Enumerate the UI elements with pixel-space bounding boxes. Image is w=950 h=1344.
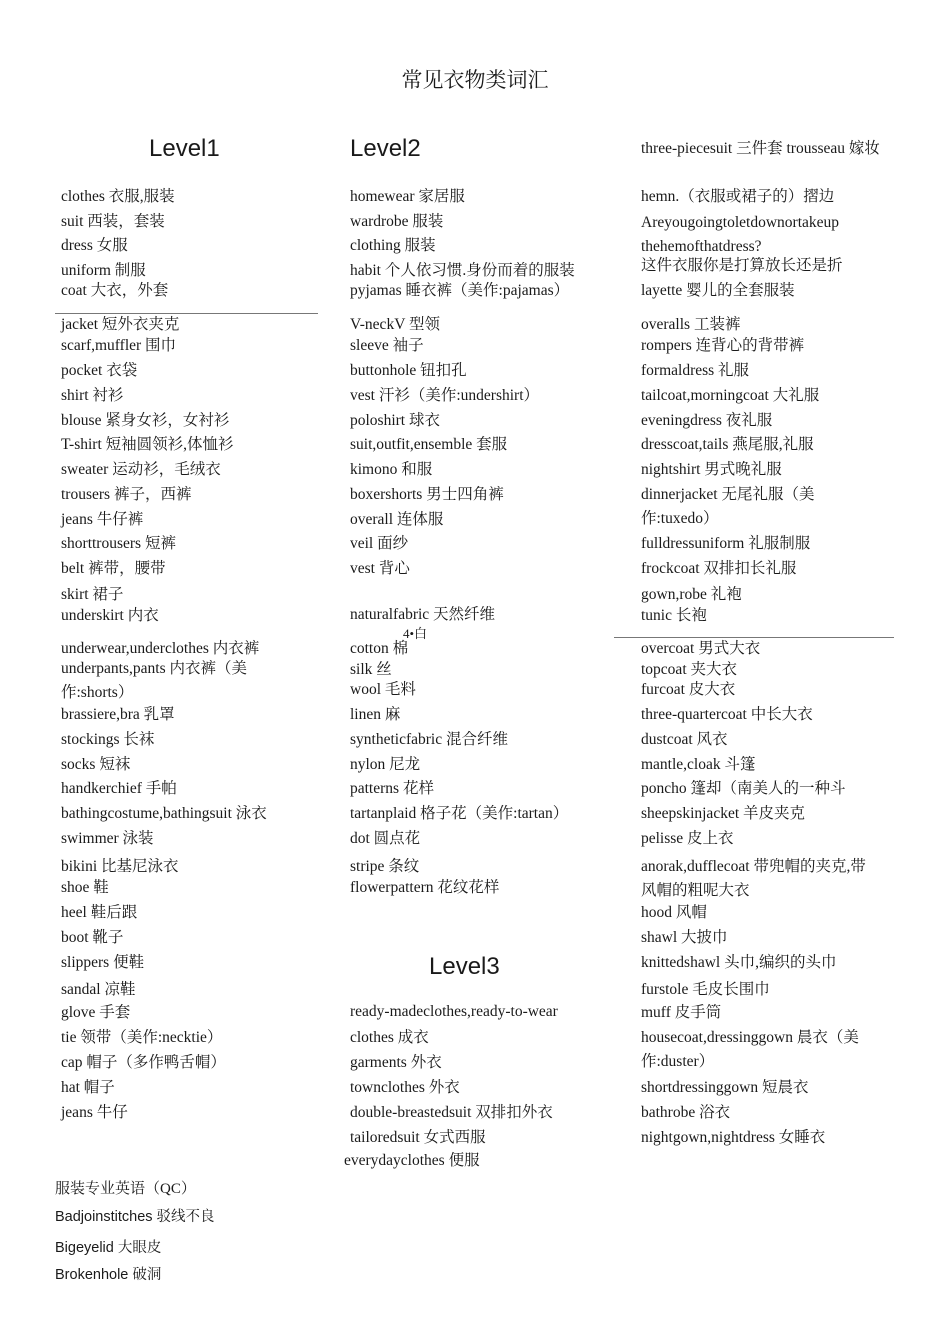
vocabulary-entry: clothes 成衣: [350, 1029, 429, 1046]
vocabulary-entry: frockcoat 双排扣长礼服: [641, 560, 797, 577]
vocabulary-entry: handkerchief 手帕: [61, 780, 177, 797]
vocabulary-entry: furstole 毛皮长围巾: [641, 981, 770, 998]
vocabulary-entry: 这件衣服你是打算放长还是折: [641, 257, 843, 274]
vocabulary-entry: underskirt 内衣: [61, 607, 159, 624]
vocabulary-entry: belt 裤带，腰带: [61, 560, 166, 577]
vocabulary-entry: vest 汗衫（美作:undershirt）: [350, 387, 539, 404]
vocabulary-entry: kimono 和服: [350, 461, 433, 478]
vocabulary-entry: overcoat 男式大衣: [641, 640, 761, 657]
vocabulary-entry: heel 鞋后跟: [61, 904, 138, 921]
vocabulary-entry: eveningdress 夜礼服: [641, 412, 773, 429]
vocabulary-entry: habit 个人依习惯.身份而着的服装: [350, 262, 575, 279]
vocabulary-entry: uniform 制服: [61, 262, 146, 279]
vocabulary-entry: jeans 牛仔裤: [61, 511, 144, 528]
vocabulary-entry: knittedshawl 头巾,编织的头巾: [641, 954, 837, 971]
vocabulary-entry: double-breastedsuit 双排扣外衣: [350, 1104, 553, 1121]
qc-term: Bigeyelid 大眼皮: [55, 1240, 162, 1256]
vocabulary-entry: boot 靴子: [61, 929, 124, 946]
level1-heading: Level1: [149, 135, 220, 162]
vocabulary-entry: overall 连体服: [350, 511, 444, 528]
vocabulary-entry: layette 婴儿的全套服装: [641, 282, 795, 299]
vocabulary-entry: three-piecesuit 三件套 trousseau 嫁妆: [641, 140, 880, 157]
vocabulary-entry: garments 外衣: [350, 1054, 442, 1071]
vocabulary-entry: overalls 工装裤: [641, 316, 741, 333]
vocabulary-entry: dot 圆点花: [350, 830, 421, 847]
vocabulary-entry: tailoredsuit 女式西服: [350, 1129, 486, 1146]
vocabulary-entry: nylon 尼龙: [350, 756, 421, 773]
vocabulary-entry: silk 丝: [350, 661, 392, 678]
vocabulary-entry: bikini 比基尼泳衣: [61, 858, 179, 875]
vocabulary-entry: patterns 花样: [350, 780, 434, 797]
vocabulary-entry: socks 短袜: [61, 756, 131, 773]
qc-term: Badjoinstitches 驳线不良: [55, 1209, 215, 1225]
vocabulary-entry: pyjamas 睡衣裤（美作:pajamas）: [350, 282, 570, 299]
vocabulary-entry: shoe 鞋: [61, 879, 109, 896]
vocabulary-entry: mantle,cloak 斗篷: [641, 756, 756, 773]
vocabulary-entry: wardrobe 服装: [350, 213, 444, 230]
vocabulary-entry: underpants,pants 内衣裤（美作:shorts）: [61, 660, 247, 701]
vocabulary-entry: cotton 棉: [350, 640, 409, 657]
vocabulary-entry: stockings 长袜: [61, 731, 155, 748]
vocabulary-entry: sandal 凉鞋: [61, 981, 136, 998]
vocabulary-entry: vest 背心: [350, 560, 410, 577]
vocabulary-entry: pocket 衣袋: [61, 362, 138, 379]
divider-line: [614, 637, 894, 638]
vocabulary-entry: shortdressinggown 短晨衣: [641, 1079, 809, 1096]
vocabulary-entry: sweater 运动衫，毛绒衣: [61, 461, 221, 478]
vocabulary-entry: housecoat,dressinggown 晨衣（美作:duster）: [641, 1029, 859, 1070]
vocabulary-entry: skirt 裙子: [61, 586, 124, 603]
vocabulary-entry: flowerpattern 花纹花样: [350, 879, 500, 896]
vocabulary-entry: scarf,muffler 围巾: [61, 337, 177, 354]
vocabulary-entry: trousers 裤子，西裤: [61, 486, 192, 503]
vocabulary-entry: clothes 衣服,服装: [61, 188, 175, 205]
vocabulary-entry: glove 手套: [61, 1004, 131, 1021]
vocabulary-entry: wool 毛料: [350, 681, 416, 698]
vocabulary-entry: brassiere,bra 乳罩: [61, 706, 175, 723]
vocabulary-entry: V-neckV 型领: [350, 316, 440, 333]
vocabulary-entry: nightgown,nightdress 女睡衣: [641, 1129, 826, 1146]
divider-line: [55, 313, 318, 314]
level2-heading: Level2: [350, 135, 421, 162]
vocabulary-entry: coat 大衣，外套: [61, 282, 169, 299]
vocabulary-entry: nightshirt 男式晚礼服: [641, 461, 782, 478]
vocabulary-entry: sheepskinjacket 羊皮夹克: [641, 805, 806, 822]
vocabulary-entry: sleeve 袖子: [350, 337, 424, 354]
vocabulary-entry: hood 风帽: [641, 904, 707, 921]
vocabulary-entry: linen 麻: [350, 706, 401, 723]
vocabulary-entry: dustcoat 风衣: [641, 731, 728, 748]
vocabulary-entry: dress 女服: [61, 237, 128, 254]
vocabulary-entry: swimmer 泳装: [61, 830, 154, 847]
vocabulary-entry: hemn.（衣服或裙子的）摺边: [641, 188, 835, 205]
vocabulary-entry: muff 皮手筒: [641, 1004, 722, 1021]
vocabulary-entry: tartanplaid 格子花（美作:tartan）: [350, 805, 569, 822]
vocabulary-entry: everydayclothes 便服: [344, 1152, 480, 1169]
vocabulary-entry: anorak,dufflecoat 带兜帽的夹克,带风帽的粗呢大衣: [641, 858, 866, 899]
level3-heading: Level3: [429, 953, 500, 980]
vocabulary-entry: tunic 长袍: [641, 607, 707, 624]
vocabulary-entry: tie 领带（美作:necktie）: [61, 1029, 223, 1046]
vocabulary-entry: boxershorts 男士四角裤: [350, 486, 504, 503]
vocabulary-entry: rompers 连背心的背带裤: [641, 337, 805, 354]
vocabulary-entry: ready-madeclothes,ready-to-wear: [350, 1003, 558, 1020]
vocabulary-entry: tailcoat,morningcoat 大礼服: [641, 387, 820, 404]
vocabulary-entry: blouse 紧身女衫，女衬衫: [61, 412, 230, 429]
vocabulary-entry: formaldress 礼服: [641, 362, 750, 379]
vocabulary-entry: cap 帽子（多作鸭舌帽）: [61, 1054, 226, 1071]
vocabulary-entry: stripe 条纹: [350, 858, 420, 875]
vocabulary-entry: townclothes 外衣: [350, 1079, 460, 1096]
vocabulary-entry: thehemofthatdress?: [641, 238, 762, 255]
vocabulary-entry: homewear 家居服: [350, 188, 465, 205]
vocabulary-entry: dinnerjacket 无尾礼服（美作:tuxedo）: [641, 486, 815, 527]
vocabulary-entry: hat 帽子: [61, 1079, 115, 1096]
vocabulary-entry: clothing 服装: [350, 237, 436, 254]
vocabulary-entry: 4•白: [403, 626, 428, 641]
vocabulary-entry: pelisse 皮上衣: [641, 830, 734, 847]
vocabulary-entry: poloshirt 球衣: [350, 412, 440, 429]
vocabulary-entry: shirt 衬衫: [61, 387, 124, 404]
vocabulary-entry: shorttrousers 短裤: [61, 535, 176, 552]
vocabulary-entry: slippers 便鞋: [61, 954, 145, 971]
qc-heading: 服装专业英语（QC）: [55, 1181, 196, 1197]
qc-term: Brokenhole 破洞: [55, 1267, 162, 1283]
vocabulary-entry: jeans 牛仔: [61, 1104, 128, 1121]
vocabulary-entry: suit 西装，套装: [61, 213, 165, 230]
vocabulary-entry: furcoat 皮大衣: [641, 681, 736, 698]
vocabulary-entry: veil 面纱: [350, 535, 409, 552]
vocabulary-entry: naturalfabric 天然纤维: [350, 606, 496, 623]
vocabulary-entry: poncho 篷却（南美人的一种斗: [641, 780, 846, 797]
vocabulary-entry: T-shirt 短袖圆领衫,体恤衫: [61, 436, 234, 453]
vocabulary-entry: bathingcostume,bathingsuit 泳衣: [61, 805, 267, 822]
vocabulary-entry: gown,robe 礼袍: [641, 586, 742, 603]
vocabulary-entry: syntheticfabric 混合纤维: [350, 731, 508, 748]
vocabulary-entry: three-quartercoat 中长大衣: [641, 706, 813, 723]
vocabulary-entry: buttonhole 钮扣孔: [350, 362, 467, 379]
vocabulary-entry: suit,outfit,ensemble 套服: [350, 436, 508, 453]
vocabulary-entry: underwear,underclothes 内衣裤: [61, 640, 260, 657]
page-title: 常见衣物类词汇: [401, 68, 549, 92]
vocabulary-entry: bathrobe 浴衣: [641, 1104, 731, 1121]
vocabulary-entry: fulldressuniform 礼服制服: [641, 535, 811, 552]
vocabulary-entry: dresscoat,tails 燕尾服,礼服: [641, 436, 814, 453]
vocabulary-entry: Areyougoingtoletdownortakeup: [641, 214, 840, 231]
vocabulary-entry: topcoat 夹大衣: [641, 661, 737, 678]
vocabulary-entry: jacket 短外衣夹克: [61, 316, 180, 333]
vocabulary-entry: shawl 大披巾: [641, 929, 728, 946]
